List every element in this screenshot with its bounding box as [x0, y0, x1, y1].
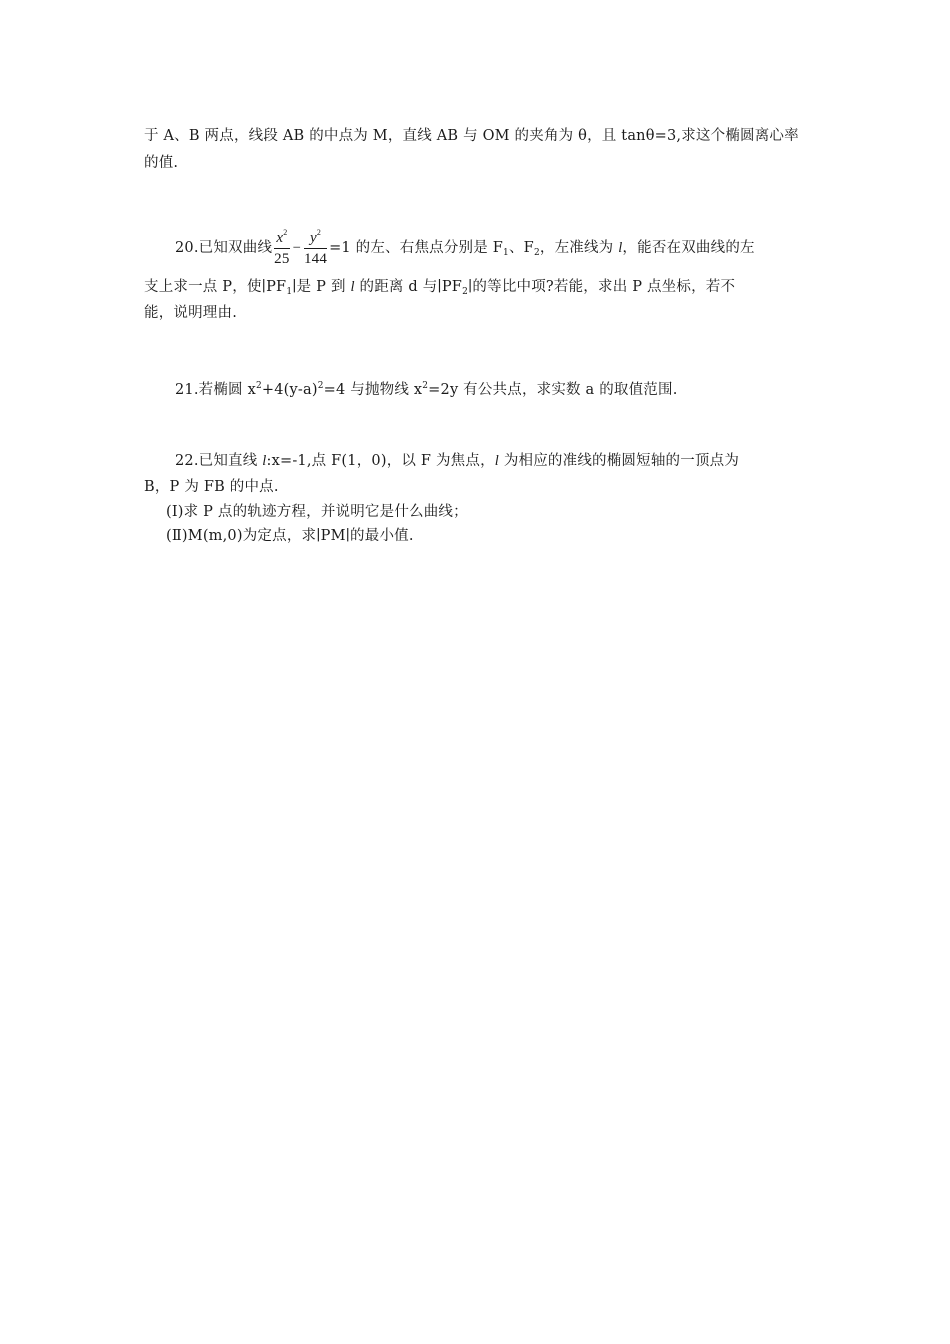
- q20-text-c: ，左准线为: [539, 240, 619, 256]
- q20-line-1: [175, 228, 808, 273]
- frac2-exponent: 2: [316, 228, 322, 237]
- q22-var-l-2: l: [494, 453, 500, 469]
- frac2-numerator: y: [309, 230, 317, 246]
- q20-lead: 20.已知双曲线: [175, 240, 273, 256]
- q21-b: +4(y-a): [261, 382, 318, 398]
- q21-sup1: 2: [255, 381, 262, 391]
- frac1-exponent: 2: [283, 228, 288, 237]
- q22-a: 22.已知直线: [175, 453, 263, 469]
- fraction-x2-over-25: [274, 229, 289, 267]
- q22-c: 为相应的准线的椭圆短轴的一顶点为: [499, 453, 740, 469]
- q20-line-2: [144, 276, 808, 303]
- q22-part-1: (Ⅰ)求 P 点的轨迹方程，并说明它是什么曲线；: [166, 504, 468, 520]
- frac1-numerator: x: [276, 230, 284, 246]
- q22-var-l-1: l: [262, 453, 267, 469]
- q20-text-b: 、F: [508, 240, 534, 256]
- q20-var-l: l: [618, 240, 623, 256]
- q21-c: =4 与抛物线 x: [323, 382, 423, 398]
- q22-part-2: (Ⅱ)M(m,0)为定点，求∣PM∣的最小值.: [166, 528, 414, 544]
- q20-l2-a: 支上求一点 P，使∣PF: [144, 279, 287, 295]
- q20-l2-d: ∣的等比中项?若能，求出 P 点坐标，若不: [468, 279, 736, 295]
- q21-d: =2y 有公共点，求实数 a 的取值范围.: [428, 382, 678, 398]
- q21-a: 21.若椭圆 x: [175, 382, 256, 398]
- q20-subscript-2: 2: [533, 248, 540, 258]
- q22-line-2: B，P 为 FB 的中点.: [144, 479, 279, 495]
- frac2-denominator: 144: [303, 251, 328, 267]
- q20-text-a: =1 的左、右焦点分别是 F: [329, 240, 504, 256]
- q19-continuation-line-2: 的值.: [144, 155, 179, 171]
- q20-l2-sub2: 2: [462, 287, 468, 297]
- q21-sup2: 2: [317, 381, 324, 391]
- q19-continuation-line-1: 于 A、B 两点，线段 AB 的中点为 M，直线 AB 与 OM 的夹角为 θ，且 tanθ=3,求这个椭圆离心率: [144, 128, 799, 144]
- q22-b: :x=-1,点 F(1，0)，以 F 为焦点，: [266, 453, 495, 469]
- q20-line-3: 能，说明理由.: [144, 305, 238, 321]
- q20-l2-sub1: 1: [286, 287, 293, 297]
- q20-l2-var-l: l: [350, 279, 355, 295]
- q21-sup3: 2: [422, 381, 429, 391]
- q22-line-1: [175, 450, 808, 472]
- q20-l2-c: 的距离 d 与∣PF: [354, 279, 463, 295]
- fraction-y2-over-144: [304, 229, 327, 267]
- minus-sign: −: [292, 240, 301, 256]
- q20-text-d: ，能否在双曲线的左: [622, 240, 755, 256]
- q20-l2-b: ∣是 P 到: [292, 279, 351, 295]
- frac1-denominator: 25: [274, 251, 290, 267]
- q20-subscript-1: 1: [503, 248, 509, 258]
- q21-line: [175, 375, 808, 401]
